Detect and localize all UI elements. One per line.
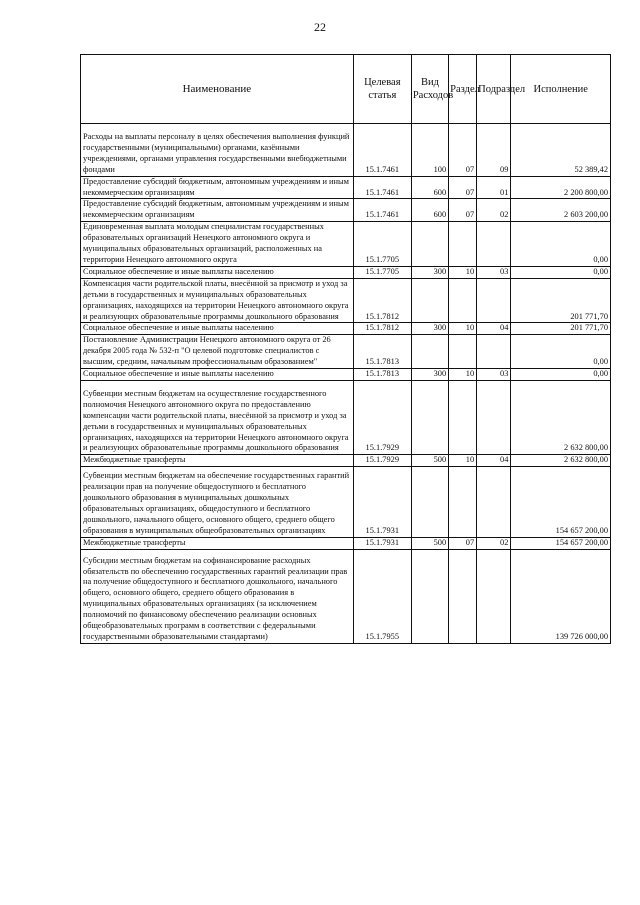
table-cell-subsection: 02 bbox=[477, 199, 511, 222]
table-cell-kind: 100 bbox=[411, 124, 448, 177]
table-cell-amount: 52 389,42 bbox=[511, 124, 611, 177]
table-cell-amount: 0,00 bbox=[511, 335, 611, 369]
header-expense-kind: Вид Расходов bbox=[411, 55, 448, 124]
table-row bbox=[81, 549, 611, 643]
table-cell-section bbox=[449, 549, 477, 643]
table-cell-name: Компенсация части родительской платы, внесённой за присмотр и уход за детьми в государственных и муниципальных образовательных организациях, находящихся на территории Ненецкого автономного округа и реализующих образовательные программы дошкольного образования bbox=[81, 278, 354, 323]
table-row bbox=[81, 323, 611, 335]
header-execution: Исполнение bbox=[511, 55, 611, 124]
table-cell-name: Субвенции местным бюджетам на осуществление государственного полномочия Ненецкого автономного округа по предоставлению компенсации части родительской платы, внесённой за присмотр и уход за детьми в государственных и муниципальных образовательных организациях, находящихся на территории Ненецкого автономного округа и реализующих образовательные программы дошкольного образования bbox=[81, 380, 354, 454]
table-row bbox=[81, 369, 611, 381]
table-cell-target: 15.1.7461 bbox=[353, 176, 411, 199]
table-cell-subsection: 04 bbox=[477, 323, 511, 335]
table-cell-kind bbox=[411, 278, 448, 323]
header-target-article: Целевая статья bbox=[353, 55, 411, 124]
table-cell-section: 10 bbox=[449, 369, 477, 381]
table-cell-section bbox=[449, 222, 477, 267]
table-cell-amount: 154 657 200,00 bbox=[511, 537, 611, 549]
table-cell-target: 15.1.7929 bbox=[353, 380, 411, 454]
table-cell-subsection bbox=[477, 278, 511, 323]
table-cell-kind: 300 bbox=[411, 266, 448, 278]
table-cell-amount: 201 771,70 bbox=[511, 323, 611, 335]
table-cell-amount: 2 200 800,00 bbox=[511, 176, 611, 199]
table-cell-name: Расходы на выплаты персоналу в целях обеспечения выполнения функций государственными (муниципальными) органами, казёнными учреждениями, органами управления государственными внебюджетными фондами bbox=[81, 124, 354, 177]
table-cell-name: Постановление Администрации Ненецкого автономного округа от 26 декабря 2005 года № 532-п "О целевой подготовке специалистов с высшим, средним, начальным профессиональным образованием" bbox=[81, 335, 354, 369]
table-cell-section: 10 bbox=[449, 266, 477, 278]
table-cell-kind bbox=[411, 380, 448, 454]
table-cell-kind bbox=[411, 549, 448, 643]
header-section: Раздел bbox=[449, 55, 477, 124]
table-cell-kind: 300 bbox=[411, 369, 448, 381]
table-cell-section bbox=[449, 467, 477, 537]
table-cell-subsection: 01 bbox=[477, 176, 511, 199]
table-cell-section: 07 bbox=[449, 176, 477, 199]
table-cell-kind: 300 bbox=[411, 323, 448, 335]
table-row bbox=[81, 467, 611, 537]
table-cell-amount: 2 632 800,00 bbox=[511, 380, 611, 454]
table-cell-name: Социальное обеспечение и иные выплаты населению bbox=[81, 369, 354, 381]
table-cell-name: Предоставление субсидий бюджетным, автономным учреждениям и иным некоммерческим организациям bbox=[81, 199, 354, 222]
table-row bbox=[81, 124, 611, 177]
table-row bbox=[81, 335, 611, 369]
table-cell-subsection bbox=[477, 549, 511, 643]
table-cell-subsection: 02 bbox=[477, 537, 511, 549]
table-cell-subsection bbox=[477, 335, 511, 369]
table-cell-target: 15.1.7813 bbox=[353, 369, 411, 381]
table-cell-target: 15.1.7461 bbox=[353, 199, 411, 222]
header-name: Наименование bbox=[81, 55, 354, 124]
table-cell-amount: 0,00 bbox=[511, 222, 611, 267]
expenditure-table bbox=[80, 54, 611, 644]
table-cell-subsection: 09 bbox=[477, 124, 511, 177]
table-row bbox=[81, 455, 611, 467]
table-cell-subsection bbox=[477, 380, 511, 454]
table-cell-target: 15.1.7461 bbox=[353, 124, 411, 177]
table-cell-amount: 139 726 000,00 bbox=[511, 549, 611, 643]
table-row bbox=[81, 537, 611, 549]
table-cell-name: Социальное обеспечение и иные выплаты населению bbox=[81, 323, 354, 335]
table-cell-subsection bbox=[477, 222, 511, 267]
table-row bbox=[81, 266, 611, 278]
table-cell-kind: 500 bbox=[411, 455, 448, 467]
table-cell-name: Субвенции местным бюджетам на обеспечение государственных гарантий реализации прав на получение общедоступного и бесплатного дошкольного образования в муниципальных дошкольных образовательных организациях, общедоступного и бесплатного дошкольного, начального общего, основного общего, среднего общего образования в муниципальных общеобразовательных организациях bbox=[81, 467, 354, 537]
table-cell-subsection: 03 bbox=[477, 266, 511, 278]
table-cell-target: 15.1.7812 bbox=[353, 278, 411, 323]
table-row bbox=[81, 222, 611, 267]
table-cell-section bbox=[449, 278, 477, 323]
table-cell-name: Субсидии местным бюджетам на софинансирование расходных обязательств по обеспечению государственных гарантий реализации прав на получение общедоступного и бесплатного дошкольного, начального общего, основного общего, среднего общего образования в муниципальных образовательных организациях (за исключением полномочий по финансовому обеспечению реализации основных общеобразовательных программ в соответствии с федеральными государственными образовательными стандартами) bbox=[81, 549, 354, 643]
table-cell-target: 15.1.7705 bbox=[353, 222, 411, 267]
table-cell-kind bbox=[411, 222, 448, 267]
page-number: 22 bbox=[314, 20, 326, 34]
table-cell-name: Межбюджетные трансферты bbox=[81, 537, 354, 549]
table-row bbox=[81, 380, 611, 454]
table-cell-subsection bbox=[477, 467, 511, 537]
table-cell-name: Предоставление субсидий бюджетным, автономным учреждениям и иным некоммерческим организациям bbox=[81, 176, 354, 199]
table-header-row bbox=[81, 55, 611, 124]
table-cell-name: Единовременная выплата молодым специалистам государственных образовательных организаций Ненецкого автономного округа и муниципальных образовательных организаций, расположенных на территории Ненецкого автономного округа bbox=[81, 222, 354, 267]
table-cell-target: 15.1.7812 bbox=[353, 323, 411, 335]
table-cell-amount: 2 632 800,00 bbox=[511, 455, 611, 467]
table-cell-amount: 0,00 bbox=[511, 266, 611, 278]
header-subsection: Подраздел bbox=[477, 55, 511, 124]
table-cell-target: 15.1.7931 bbox=[353, 467, 411, 537]
table-cell-name: Межбюджетные трансферты bbox=[81, 455, 354, 467]
table-cell-amount: 201 771,70 bbox=[511, 278, 611, 323]
table-row bbox=[81, 199, 611, 222]
table-cell-subsection: 04 bbox=[477, 455, 511, 467]
table-cell-section bbox=[449, 335, 477, 369]
table-row bbox=[81, 278, 611, 323]
table-cell-subsection: 03 bbox=[477, 369, 511, 381]
table-cell-kind: 500 bbox=[411, 537, 448, 549]
table-cell-kind bbox=[411, 335, 448, 369]
table-cell-target: 15.1.7955 bbox=[353, 549, 411, 643]
table-cell-section: 07 bbox=[449, 124, 477, 177]
table-cell-target: 15.1.7931 bbox=[353, 537, 411, 549]
table-cell-section: 07 bbox=[449, 199, 477, 222]
table-cell-amount: 154 657 200,00 bbox=[511, 467, 611, 537]
table-cell-amount: 0,00 bbox=[511, 369, 611, 381]
table-cell-kind: 600 bbox=[411, 199, 448, 222]
table-cell-section: 10 bbox=[449, 455, 477, 467]
table-cell-target: 15.1.7929 bbox=[353, 455, 411, 467]
table-cell-name: Социальное обеспечение и иные выплаты населению bbox=[81, 266, 354, 278]
table-cell-kind: 600 bbox=[411, 176, 448, 199]
table-cell-target: 15.1.7813 bbox=[353, 335, 411, 369]
table-cell-section: 10 bbox=[449, 323, 477, 335]
table-row bbox=[81, 176, 611, 199]
table-cell-amount: 2 603 200,00 bbox=[511, 199, 611, 222]
table-cell-section bbox=[449, 380, 477, 454]
table-cell-kind bbox=[411, 467, 448, 537]
table-cell-section: 07 bbox=[449, 537, 477, 549]
table-cell-target: 15.1.7705 bbox=[353, 266, 411, 278]
